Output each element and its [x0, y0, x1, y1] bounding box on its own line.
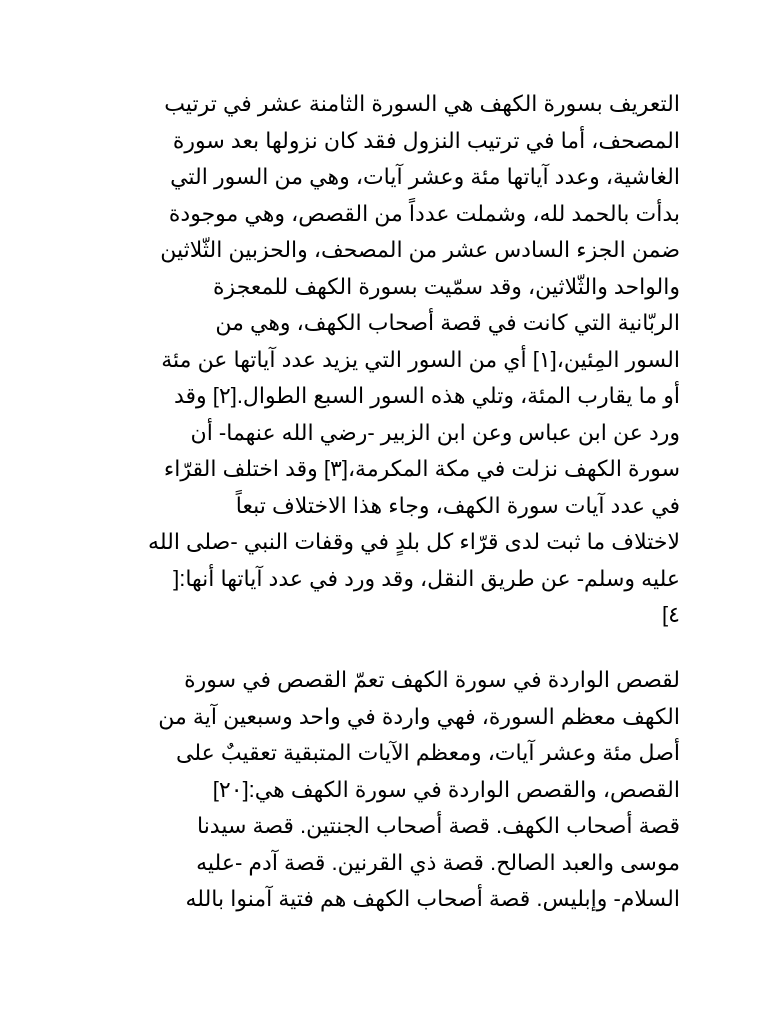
text-line: لاختلاف ما ثبت لدى قرّاء كل بلدٍ في وقفات النبي -صلى الله	[148, 529, 680, 554]
text-line: لقصص الواردة في سورة الكهف تعمّ القصص في سورة	[184, 667, 680, 692]
text-line: بدأت بالحمد لله، وشملت عدداً من القصص، وهي موجودة	[168, 200, 680, 226]
text-line: السلام- وإبليس. قصة أصحاب الكهف هم فتية آمنوا بالله	[185, 886, 680, 911]
text-line: ورد عن ابن عباس وعن ابن الزبير -رضي الله عنهما- أن	[190, 419, 680, 445]
text-line: ٤]	[662, 602, 680, 627]
text-line: عليه وسلم- عن طريق النقل، وقد ورد في عدد آياتها أنها:[	[173, 565, 680, 591]
text-line: الكهف معظم السورة، فهي واردة في واحد وسبعين آية من	[158, 703, 680, 729]
text-line: أصل مئة وعشر آيات، ومعظم الآيات المتبقية تعقيبٌ على	[176, 740, 680, 765]
text-line: سورة الكهف نزلت في مكة المكرمة،[٣] وقد اختلف القرّاء	[163, 456, 680, 481]
text-line: في عدد آيات سورة الكهف، وجاء هذا الاختلاف تبعاً	[235, 492, 680, 518]
text-line: موسى والعبد الصالح. قصة ذي القرنين. قصة آدم -عليه	[196, 849, 680, 875]
text-line: أو ما يقارب المئة، وتلي هذه السور السبع الطوال.[٢] وقد	[173, 383, 680, 408]
text-line: المصحف، أما في ترتيب النزول فقد كان نزولها بعد سورة	[172, 127, 680, 153]
text-line: القصص، والقصص الواردة في سورة الكهف هي:[٢٠]	[212, 776, 680, 802]
text-line: ضمن الجزء السادس عشر من المصحف، والحزبين الثّلاثين	[160, 237, 680, 262]
text-line: السور المِئين،[١] أي من السور التي يزيد عدد آياتها عن مئة	[161, 346, 680, 372]
paragraph-surah-al-kahf-stories	[158, 662, 680, 918]
paragraph-surah-al-kahf-intro	[148, 86, 680, 634]
text-line: التعريف بسورة الكهف هي السورة الثامنة عشر في ترتيب	[164, 91, 680, 116]
text-line: والواحد والثّلاثين، وقد سمّيت بسورة الكهف للمعجزة	[213, 273, 680, 299]
text-line: قصة أصحاب الكهف. قصة أصحاب الجنتين. قصة سيدنا	[196, 813, 680, 838]
text-line: الغاشية، وعدد آياتها مئة وعشر آيات، وهي من السور التي	[170, 164, 680, 189]
text-line: الربّانية التي كانت في قصة أصحاب الكهف، وهي من	[215, 310, 680, 335]
